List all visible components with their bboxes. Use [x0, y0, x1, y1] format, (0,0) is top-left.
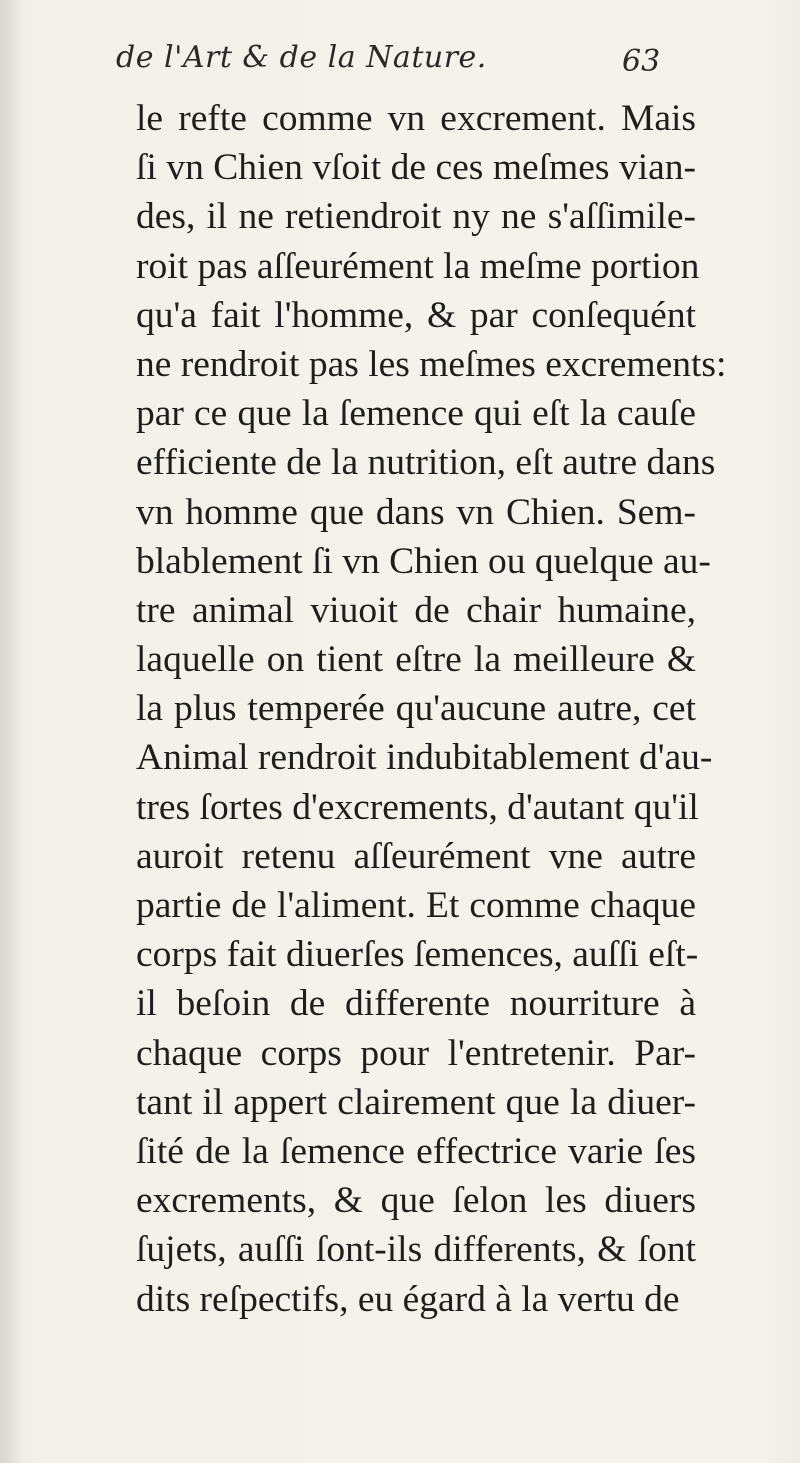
text-line: ne rendroit pas les meſmes excrements:	[136, 343, 727, 385]
text-line: ſi vn Chien vſoit de ces meſmes vian-	[136, 147, 696, 189]
gutter-shadow	[0, 0, 20, 1463]
text-line: ſité de la ſemence effectrice varie ſes	[136, 1130, 696, 1172]
running-head	[116, 40, 676, 90]
text-line: tant il appert clairement que la diuer-	[136, 1081, 696, 1123]
text-line: laquelle on tient eſtre la meilleure &	[136, 639, 696, 681]
text-line: le refte comme vn excrement. Mais	[136, 98, 696, 139]
text-line: corps fait diuerſes ſemences, auſſi eſt-	[136, 934, 699, 976]
text-line: la plus temperée qu'aucune autre, cet	[136, 688, 696, 730]
text-line: par ce que la ſemence qui eſt la cauſe	[136, 393, 696, 435]
text-line: partie de l'aliment. Et comme chaque	[136, 885, 696, 926]
text-line: chaque corps pour l'entretenir. Par-	[136, 1032, 696, 1074]
text-line: Animal rendroit indubitablement d'au-	[136, 737, 713, 779]
text-line: des, il ne retiendroit ny ne s'aſſimile-	[136, 196, 696, 238]
text-line: efficiente de la nutrition, eſt autre dans	[136, 442, 716, 484]
text-line: ſujets, auſſi ſont-ils differents, & ſont	[136, 1229, 696, 1271]
text-line: qu'a fait l'homme, & par conſequént	[136, 294, 696, 336]
text-line: il beſoin de differente nourriture à	[136, 983, 696, 1025]
text-line: excrements, & que ſelon les diuers	[136, 1180, 696, 1222]
text-line: dits reſpectifs, eu égard à la vertu de	[136, 1278, 680, 1320]
text-line: roit pas aſſeurément la meſme portion	[136, 245, 700, 287]
body-text	[136, 94, 727, 1324]
text-line: auroit retenu aſſeurément vne autre	[136, 835, 696, 877]
text-line: tres ſortes d'excrements, d'autant qu'il	[136, 786, 699, 828]
text-line: tre animal viuoit de chair humaine,	[136, 589, 696, 631]
page-number: 63	[622, 44, 661, 79]
text-line: blablement ſi vn Chien ou quelque au-	[136, 540, 711, 582]
text-line: vn homme que dans vn Chien. Sem-	[136, 491, 696, 533]
running-title: de l'Art & de la Nature.	[116, 40, 487, 75]
